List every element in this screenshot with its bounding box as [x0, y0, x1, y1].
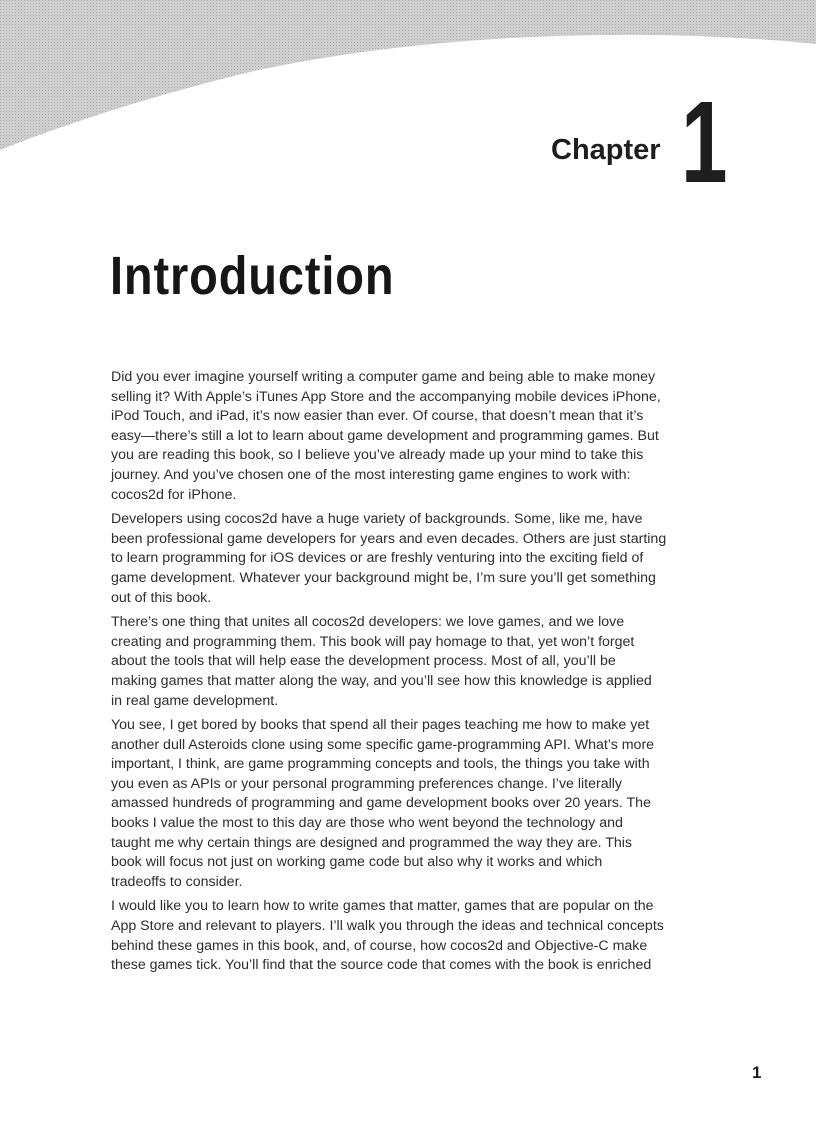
text-line: selling it? With Apple’s iTunes App Store and the accompanying mobile devices iPhone,: [111, 388, 661, 405]
text-line: App Store and relevant to players. I’ll walk you through the ideas and technical concepts: [111, 918, 664, 935]
text-line: cocos2d for iPhone.: [111, 486, 237, 503]
text-line: these games tick. You’ll find that the source code that comes with the book is enriched: [111, 957, 652, 974]
text-line: behind these games in this book, and, of course, how cocos2d and Objective-C make: [111, 937, 648, 954]
text-line: There’s one thing that unites all cocos2d developers: we love games, and we love: [111, 614, 625, 631]
text-line: game development. Whatever your background might be, I’m sure you’ll get something: [111, 569, 656, 586]
text-line: You see, I get bored by books that spend all their pages teaching me how to make yet: [111, 717, 650, 734]
text-line: you even as APIs or your personal programming preferences change. I’ve literally: [111, 775, 623, 792]
text-line: in real game development.: [111, 692, 279, 709]
text-line: iPod Touch, and iPad, it’s now easier than ever. Of course, that doesn’t mean that it’s: [111, 408, 644, 425]
text-line: out of this book.: [111, 589, 212, 606]
text-line: amassed hundreds of programming and game development books over 20 years. The: [111, 795, 651, 812]
text-line: taught me why certain things are designed and programmed the way they are. This: [111, 834, 633, 851]
paragraph: [111, 510, 711, 608]
text-line: Developers using cocos2d have a huge variety of backgrounds. Some, like me, have: [111, 511, 643, 528]
text-line: book will focus not just on working game code but also why it works and which: [111, 854, 603, 871]
text-line: I would like you to learn how to write games that matter, games that are popular on the: [111, 898, 654, 915]
text-line: to learn programming for iOS devices or are freshly venturing into the exciting field of: [111, 550, 644, 567]
chapter-number: 1: [681, 77, 728, 207]
chapter-title: Introduction: [110, 246, 395, 306]
text-line: important, I think, are game programming concepts and tools, the things you take with: [111, 756, 650, 773]
text-line: you are reading this book, so I believe you’ve already made up your mind to take this: [111, 447, 644, 464]
paragraph: [111, 368, 711, 505]
chapter-label: Chapter: [551, 134, 661, 166]
text-line: been professional game developers for years and even decades. Others are just starting: [111, 530, 667, 547]
text-line: about the tools that will help ease the development process. Most of all, you’ll be: [111, 653, 616, 670]
text-line: journey. And you’ve chosen one of the most interesting game engines to work with:: [111, 466, 631, 483]
paragraph: [111, 897, 711, 975]
paragraph: [111, 613, 711, 711]
text-line: books I value the most to this day are those who went beyond the technology and: [111, 815, 623, 832]
page-number: 1: [752, 1063, 762, 1082]
paragraph: [111, 716, 711, 892]
text-line: Did you ever imagine yourself writing a computer game and being able to make money: [111, 369, 656, 385]
text-line: making games that matter along the way, and you’ll see how this knowledge is applied: [111, 672, 652, 689]
text-line: creating and programming them. This book will pay homage to that, yet won’t forget: [111, 633, 635, 650]
text-line: easy—there’s still a lot to learn about game development and programming games. But: [111, 427, 659, 444]
text-line: another dull Asteroids clone using some specific game-programming API. What’s more: [111, 736, 655, 753]
text-line: tradeoffs to consider.: [111, 873, 243, 890]
body-text: [111, 368, 711, 981]
